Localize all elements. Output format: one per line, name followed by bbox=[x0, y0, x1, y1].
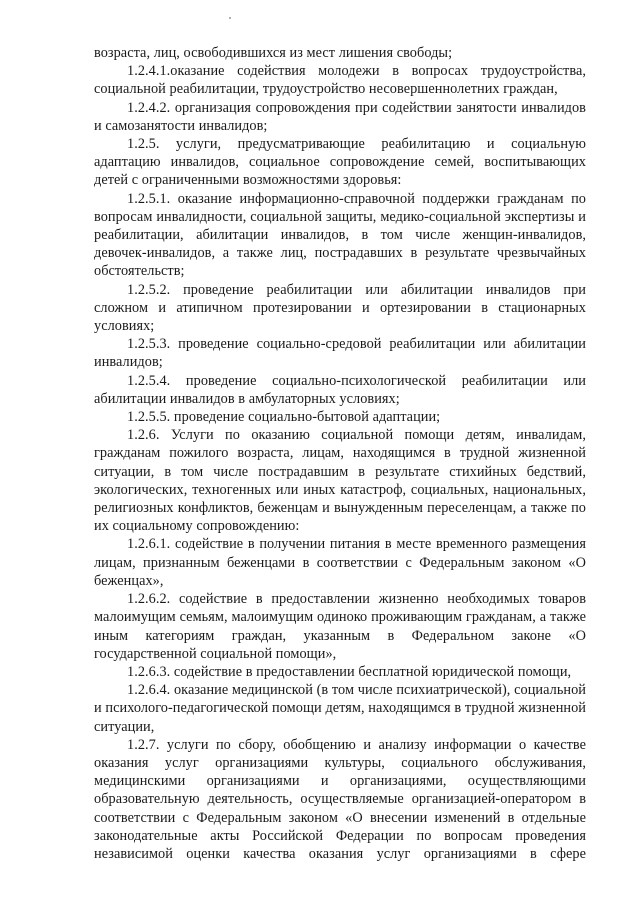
paragraph-1-2-6-2: 1.2.6.2. содействие в предоставлении жизненно необходимых товаров малоимущим семьям, малоимущим одиноко проживающим гражданам, а также иным категориям граждан, указанным в Федеральном законе «О государственной социальной помощи», bbox=[94, 591, 586, 662]
scan-speck bbox=[229, 17, 231, 19]
paragraph-1-2-5: 1.2.5. услуги, предусматривающие реабилитацию и социальную адаптацию инвалидов, социальное сопровождение семей, воспитывающих детей с ограниченными возможностями здоровья: bbox=[94, 136, 586, 189]
paragraph-1-2-5-2: 1.2.5.2. проведение реабилитации или абилитации инвалидов при сложном и атипичном протезировании и ортезировании в стационарных условиях; bbox=[94, 281, 586, 335]
paragraph-1-2-5-5: 1.2.5.5. проведение социально-бытовой адаптации; bbox=[127, 409, 441, 426]
paragraph-1-2-7: 1.2.7. услуги по сбору, обобщению и анализу информации о качестве оказания услуг организациями культуры, социального обслуживания, медицинскими организациями и организациями, осуществляющими образовательную деятельность, осуществляемые организацией-оператором в соответствии с Федеральным законом «О внесении изменений в отдельные законодательные акты Российской Федерации по вопросам проведения независимой оценки качества оказания услуг организациями в сфере bbox=[94, 736, 586, 862]
paragraph-1-2-4-2: 1.2.4.2. организация сопровождения при содействии занятости инвалидов и самозанятости инвалидов; bbox=[94, 99, 586, 134]
paragraph-1-2-5-1: 1.2.5.1. оказание информационно-справочной поддержки гражданам по вопросам инвалидности, социальной защиты, медико-социальной экспертизы и реабилитации, абилитации инвалидов, в том числе женщин-инвалидов, девочек-инвалидов, а также лиц, пострадавших в результате чрезвычайных обстоятельств; bbox=[94, 190, 586, 280]
paragraph-1-2-5-3: 1.2.5.3. проведение социально-средовой реабилитации или абилитации инвалидов; bbox=[94, 336, 586, 371]
paragraph-1-2-6: 1.2.6. Услуги по оказанию социальной помощи детям, инвалидам, гражданам пожилого возраста, лицам, находящимся в трудной жизненной ситуации, в том числе пострадавшим в результате стихийных бедствий, экологических, техногенных или иных катастроф, социальных, национальных, религиозных конфликтов, беженцам и вынужденным переселенцам, а также по их социальному сопровождению: bbox=[94, 427, 586, 535]
paragraph-1-2-6-3: 1.2.6.3. содействие в предоставлении бесплатной юридической помощи, bbox=[127, 663, 572, 680]
paragraph-1-2-6-1: 1.2.6.1. содействие в получении питания в месте временного размещения лицам, признанным беженцами в соответствии с Федеральным законом «О беженцах», bbox=[94, 536, 586, 589]
paragraph-1-2-6-4: 1.2.6.4. оказание медицинской (в том числе психиатрической), социальной и психолого-педагогической помощи детям, находящимся в трудной жизненной ситуации, bbox=[94, 682, 586, 735]
paragraph-1-2-4-1: 1.2.4.1.оказание содействия молодежи в вопросах трудоустройства, социальной реабилитации, трудоустройство несовершеннолетних граждан, bbox=[94, 63, 586, 98]
document-body bbox=[94, 44, 586, 863]
paragraph-1-2-5-4: 1.2.5.4. проведение социально-психологической реабилитации или абилитации инвалидов в амбулаторных условиях; bbox=[94, 372, 586, 407]
paragraph-intro: возраста, лиц, освободившихся из мест лишения свободы; bbox=[94, 45, 453, 61]
